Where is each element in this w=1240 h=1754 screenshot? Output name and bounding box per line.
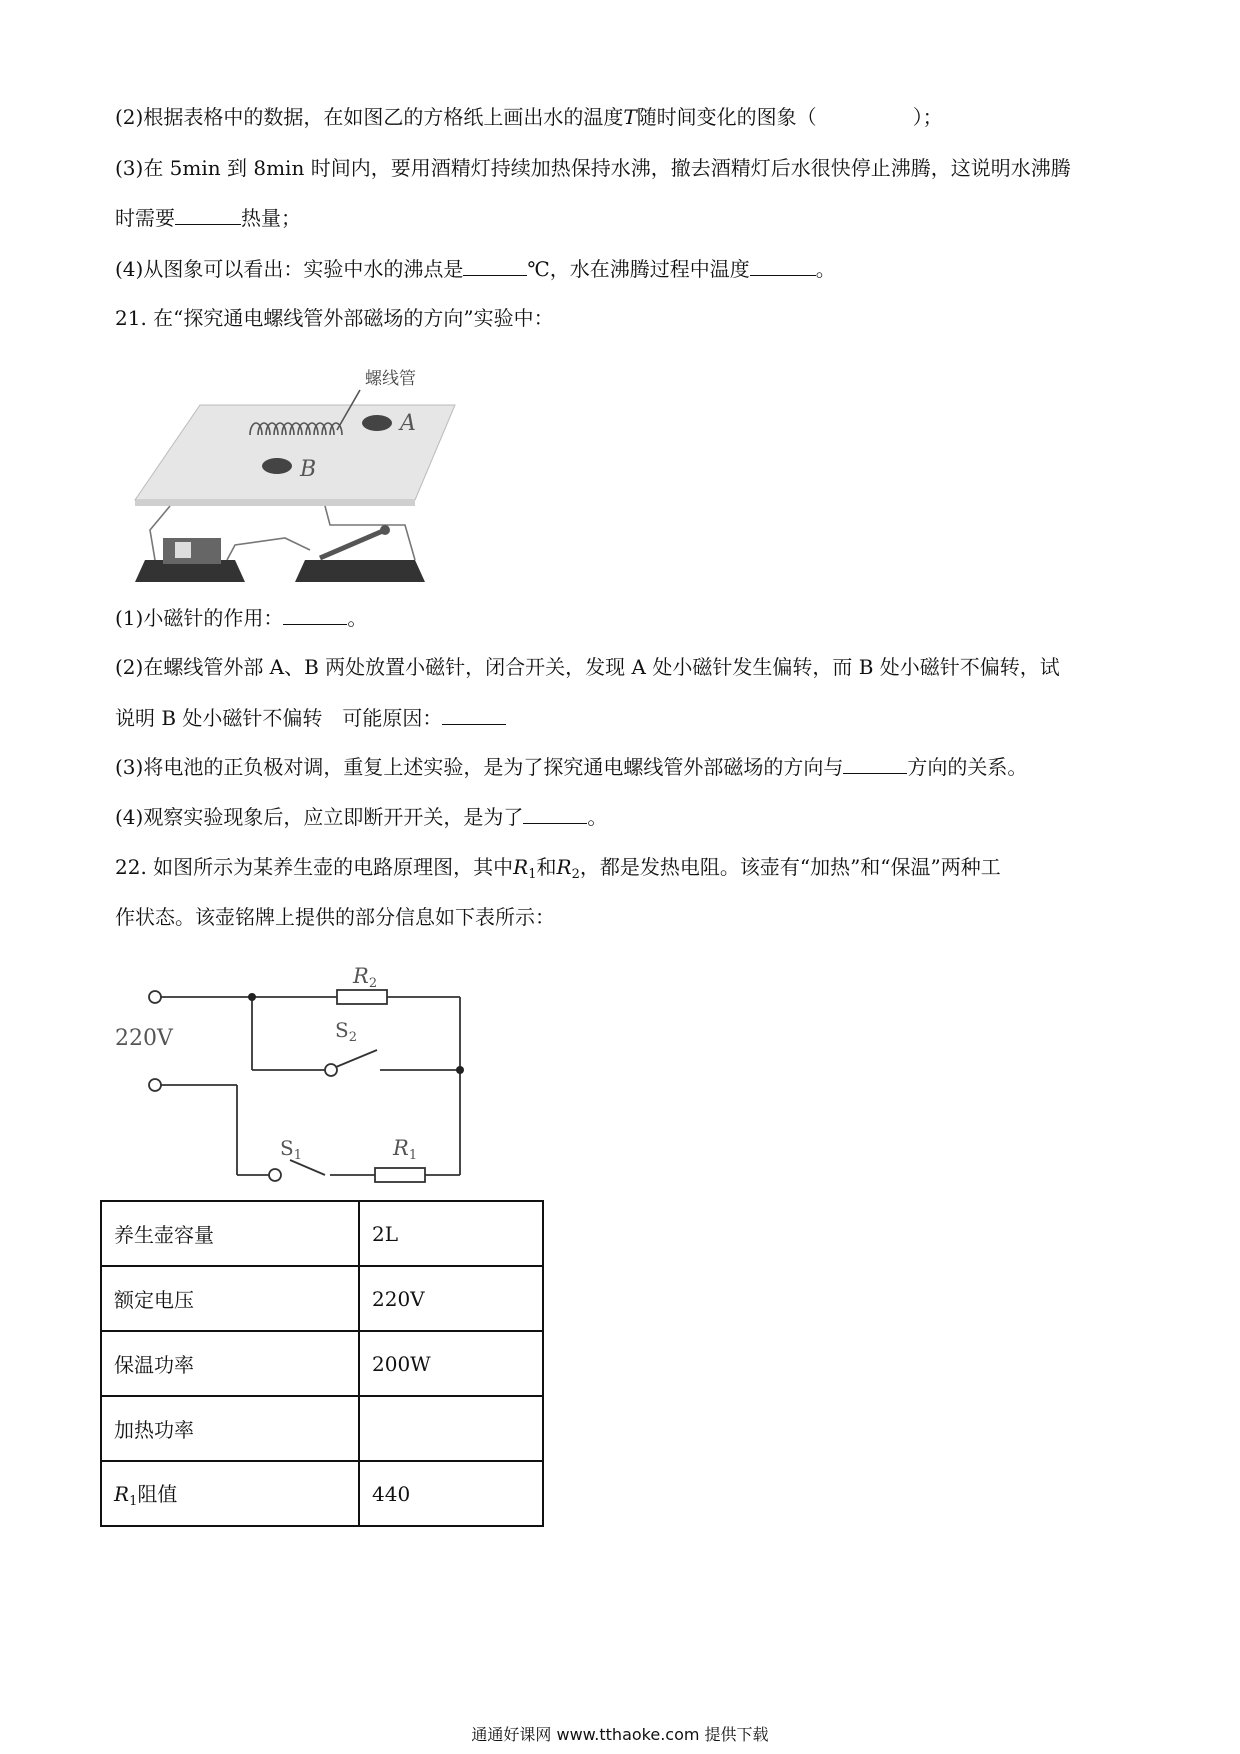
answer-blank[interactable]: [283, 606, 347, 625]
table-row: [101, 1396, 543, 1461]
table-row: [101, 1331, 543, 1396]
coil-label: 螺线管: [365, 369, 416, 389]
q22-stem: 22. 如图所示为某养生壶的电路原理图，其中$R_1$和$R_2$，都是发热电阻。该壶有“加热”和“保温”两种工: [115, 855, 1001, 882]
table-row: [101, 1266, 543, 1331]
spec-table: [100, 1200, 544, 1527]
table-cell-value: 200W: [359, 1331, 543, 1396]
table-cell-value: 220V: [359, 1266, 543, 1331]
table-cell-value: 2L: [359, 1201, 543, 1266]
q21-part3: (3)将电池的正负极对调，重复上述实验，是为了探究通电螺线管外部磁场的方向与 方向的关系。: [115, 755, 1028, 779]
answer-blank[interactable]: [750, 257, 816, 276]
answer-blank[interactable]: [843, 755, 907, 774]
q21-part4: (4)观察实验现象后，应立即断开开关，是为了 。: [115, 805, 608, 829]
q20-part3: (3)在 5min 到 8min 时间内，要用酒精灯持续加热保持水沸，撤去酒精灯后水很快停止沸腾，这说明水沸腾: [115, 156, 1071, 180]
q21-part2: (2)在螺线管外部 A、B 两处放置小磁针，闭合开关，发现 A 处小磁针发生偏转，而 B 处小磁针不偏转，试: [115, 655, 1060, 679]
switch-icon: [295, 560, 425, 582]
q20-part3-cont: 时需要 热量；: [115, 206, 301, 230]
table-cell-label: 保温功率: [101, 1331, 359, 1396]
q21-part1: (1)小磁针的作用： 。: [115, 606, 368, 630]
table-cell-label: 加热功率: [101, 1396, 359, 1461]
q22-stem-cont: 作状态。该壶铭牌上提供的部分信息如下表所示：: [115, 905, 555, 929]
compass-b-icon: [262, 458, 292, 474]
r1-label: R1: [393, 1136, 418, 1163]
answer-blank[interactable]: [442, 706, 506, 725]
compass-a-icon: [362, 415, 392, 431]
s1-label: $S_1$: [280, 1136, 302, 1163]
q20-part4: (4)从图象可以看出：实验中水的沸点是 ℃，水在沸腾过程中温度 。: [115, 257, 836, 281]
q20-part2: (2)根据表格中的数据，在如图乙的方格纸上画出水的温度T随时间变化的图象（ ）；: [115, 105, 943, 129]
table-cell-label: 额定电压: [101, 1266, 359, 1331]
table-cell-label: $R_1$阻值: [101, 1461, 359, 1526]
page-footer: 通通好课网 www.tthaoke.com 提供下载: [471, 1725, 769, 1744]
circuit-diagram: [115, 955, 485, 1185]
answer-blank[interactable]: [463, 257, 527, 276]
table-cell-label: 养生壶容量: [101, 1201, 359, 1266]
answer-blank[interactable]: [523, 805, 587, 824]
compass-b-label: B: [300, 457, 317, 482]
q21-part2-cont: 说明 B 处小磁针不偏转 可能原因：: [115, 705, 506, 731]
solenoid-experiment-figure: [115, 360, 485, 595]
r2-label: R2: [353, 964, 378, 991]
answer-blank[interactable]: [175, 206, 241, 225]
s2-label: $S_2$: [335, 1018, 357, 1045]
table-cell-value: 440: [359, 1461, 543, 1526]
q21-stem: 21. 在“探究通电螺线管外部磁场的方向”实验中：: [115, 306, 554, 330]
voltage-label: 220V: [115, 1026, 173, 1051]
table-cell-value[interactable]: [359, 1396, 543, 1461]
table-row: [101, 1201, 543, 1266]
compass-a-label: A: [400, 411, 416, 436]
table-row: [101, 1461, 543, 1526]
